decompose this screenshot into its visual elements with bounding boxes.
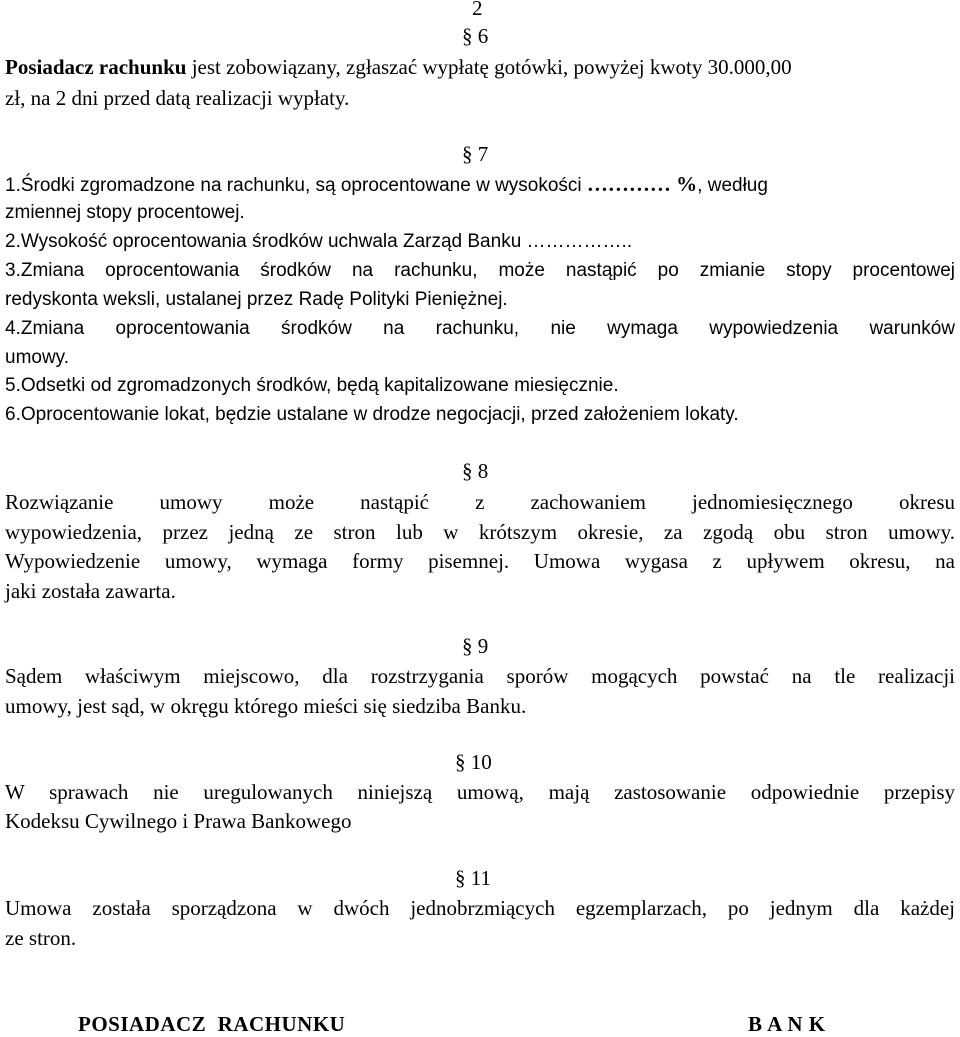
rate-placeholder: ………… % bbox=[586, 172, 698, 196]
section-7-item-1: 1.Środki zgromadzone na rachunku, są oprocentowane w wysokości ………… %, według bbox=[5, 172, 768, 196]
section-7-item-6: 6.Oprocentowanie lokat, będzie ustalane w drodze negocjacji, przed założeniem lokaty. bbox=[5, 404, 739, 425]
section-11-line-2: ze stron. bbox=[5, 926, 77, 950]
section-7-item-4-line-2: umowy. bbox=[5, 347, 70, 368]
section-7-item-3-line-2: redyskonta weksli, ustalanej przez Radę Polityki Pieniężnej. bbox=[5, 289, 508, 310]
section-8-heading: § 8 bbox=[462, 459, 489, 483]
section-9-line-2: umowy, jest sąd, w okręgu którego mieści się siedziba Banku. bbox=[5, 694, 527, 718]
section-8-line-3: Wypowiedzenie umowy, wymaga formy pisemnej. Umowa wygasa z upływem okresu, na bbox=[5, 549, 955, 573]
section-11-heading: § 11 bbox=[455, 866, 491, 890]
section-8-line-2: wypowiedzenia, przez jedną ze stron lub w krótszym okresie, za zgodą obu stron umowy. bbox=[5, 520, 955, 544]
section-6-heading: § 6 bbox=[462, 24, 489, 48]
section-7-item-2: 2.Wysokość oprocentowania środków uchwala Zarząd Banku …………….. bbox=[5, 231, 633, 252]
section-6-line-1: Posiadacz rachunku jest zobowiązany, zgłaszać wypłatę gotówki, powyżej kwoty 30.000,00 bbox=[5, 55, 792, 79]
section-6-line-2: zł, na 2 dni przed datą realizacji wypłaty. bbox=[5, 86, 350, 110]
section-8-line-1: Rozwiązanie umowy może nastąpić z zachowaniem jednomiesięcznego okresu bbox=[5, 490, 955, 514]
section-9-heading: § 9 bbox=[462, 634, 489, 658]
section-7-item-4: 4.Zmiana oprocentowania środków na rachunku, nie wymaga wypowiedzenia warunków bbox=[5, 318, 955, 339]
section-7-item-5: 5.Odsetki od zgromadzonych środków, będą kapitalizowane miesięcznie. bbox=[5, 375, 619, 396]
section-7-item-1-line-2: zmiennej stopy procentowej. bbox=[5, 202, 245, 223]
section-9-line-1: Sądem właściwym miejscowo, dla rozstrzygania sporów mogących powstać na tle realizacji bbox=[5, 664, 955, 688]
account-holder-signature-label: POSIADACZ RACHUNKU bbox=[78, 1012, 346, 1036]
section-10-line-2: Kodeksu Cywilnego i Prawa Bankowego bbox=[5, 809, 352, 833]
section-7-item-3: 3.Zmiana oprocentowania środków na rachunku, może nastąpić po zmianie stopy procentowej bbox=[5, 260, 955, 281]
page-number: 2 bbox=[472, 0, 483, 20]
section-10-line-1: W sprawach nie uregulowanych niniejszą umową, mają zastosowanie odpowiednie przepisy bbox=[5, 780, 955, 804]
bank-signature-label: B A N K bbox=[748, 1012, 826, 1036]
section-10-heading: § 10 bbox=[455, 750, 492, 774]
section-8-line-4: jaki została zawarta. bbox=[5, 579, 176, 603]
section-11-line-1: Umowa została sporządzona w dwóch jednobrzmiących egzemplarzach, po jednym dla każdej bbox=[5, 896, 955, 920]
section-7-heading: § 7 bbox=[462, 142, 489, 166]
account-holder-bold: Posiadacz rachunku bbox=[5, 55, 187, 79]
